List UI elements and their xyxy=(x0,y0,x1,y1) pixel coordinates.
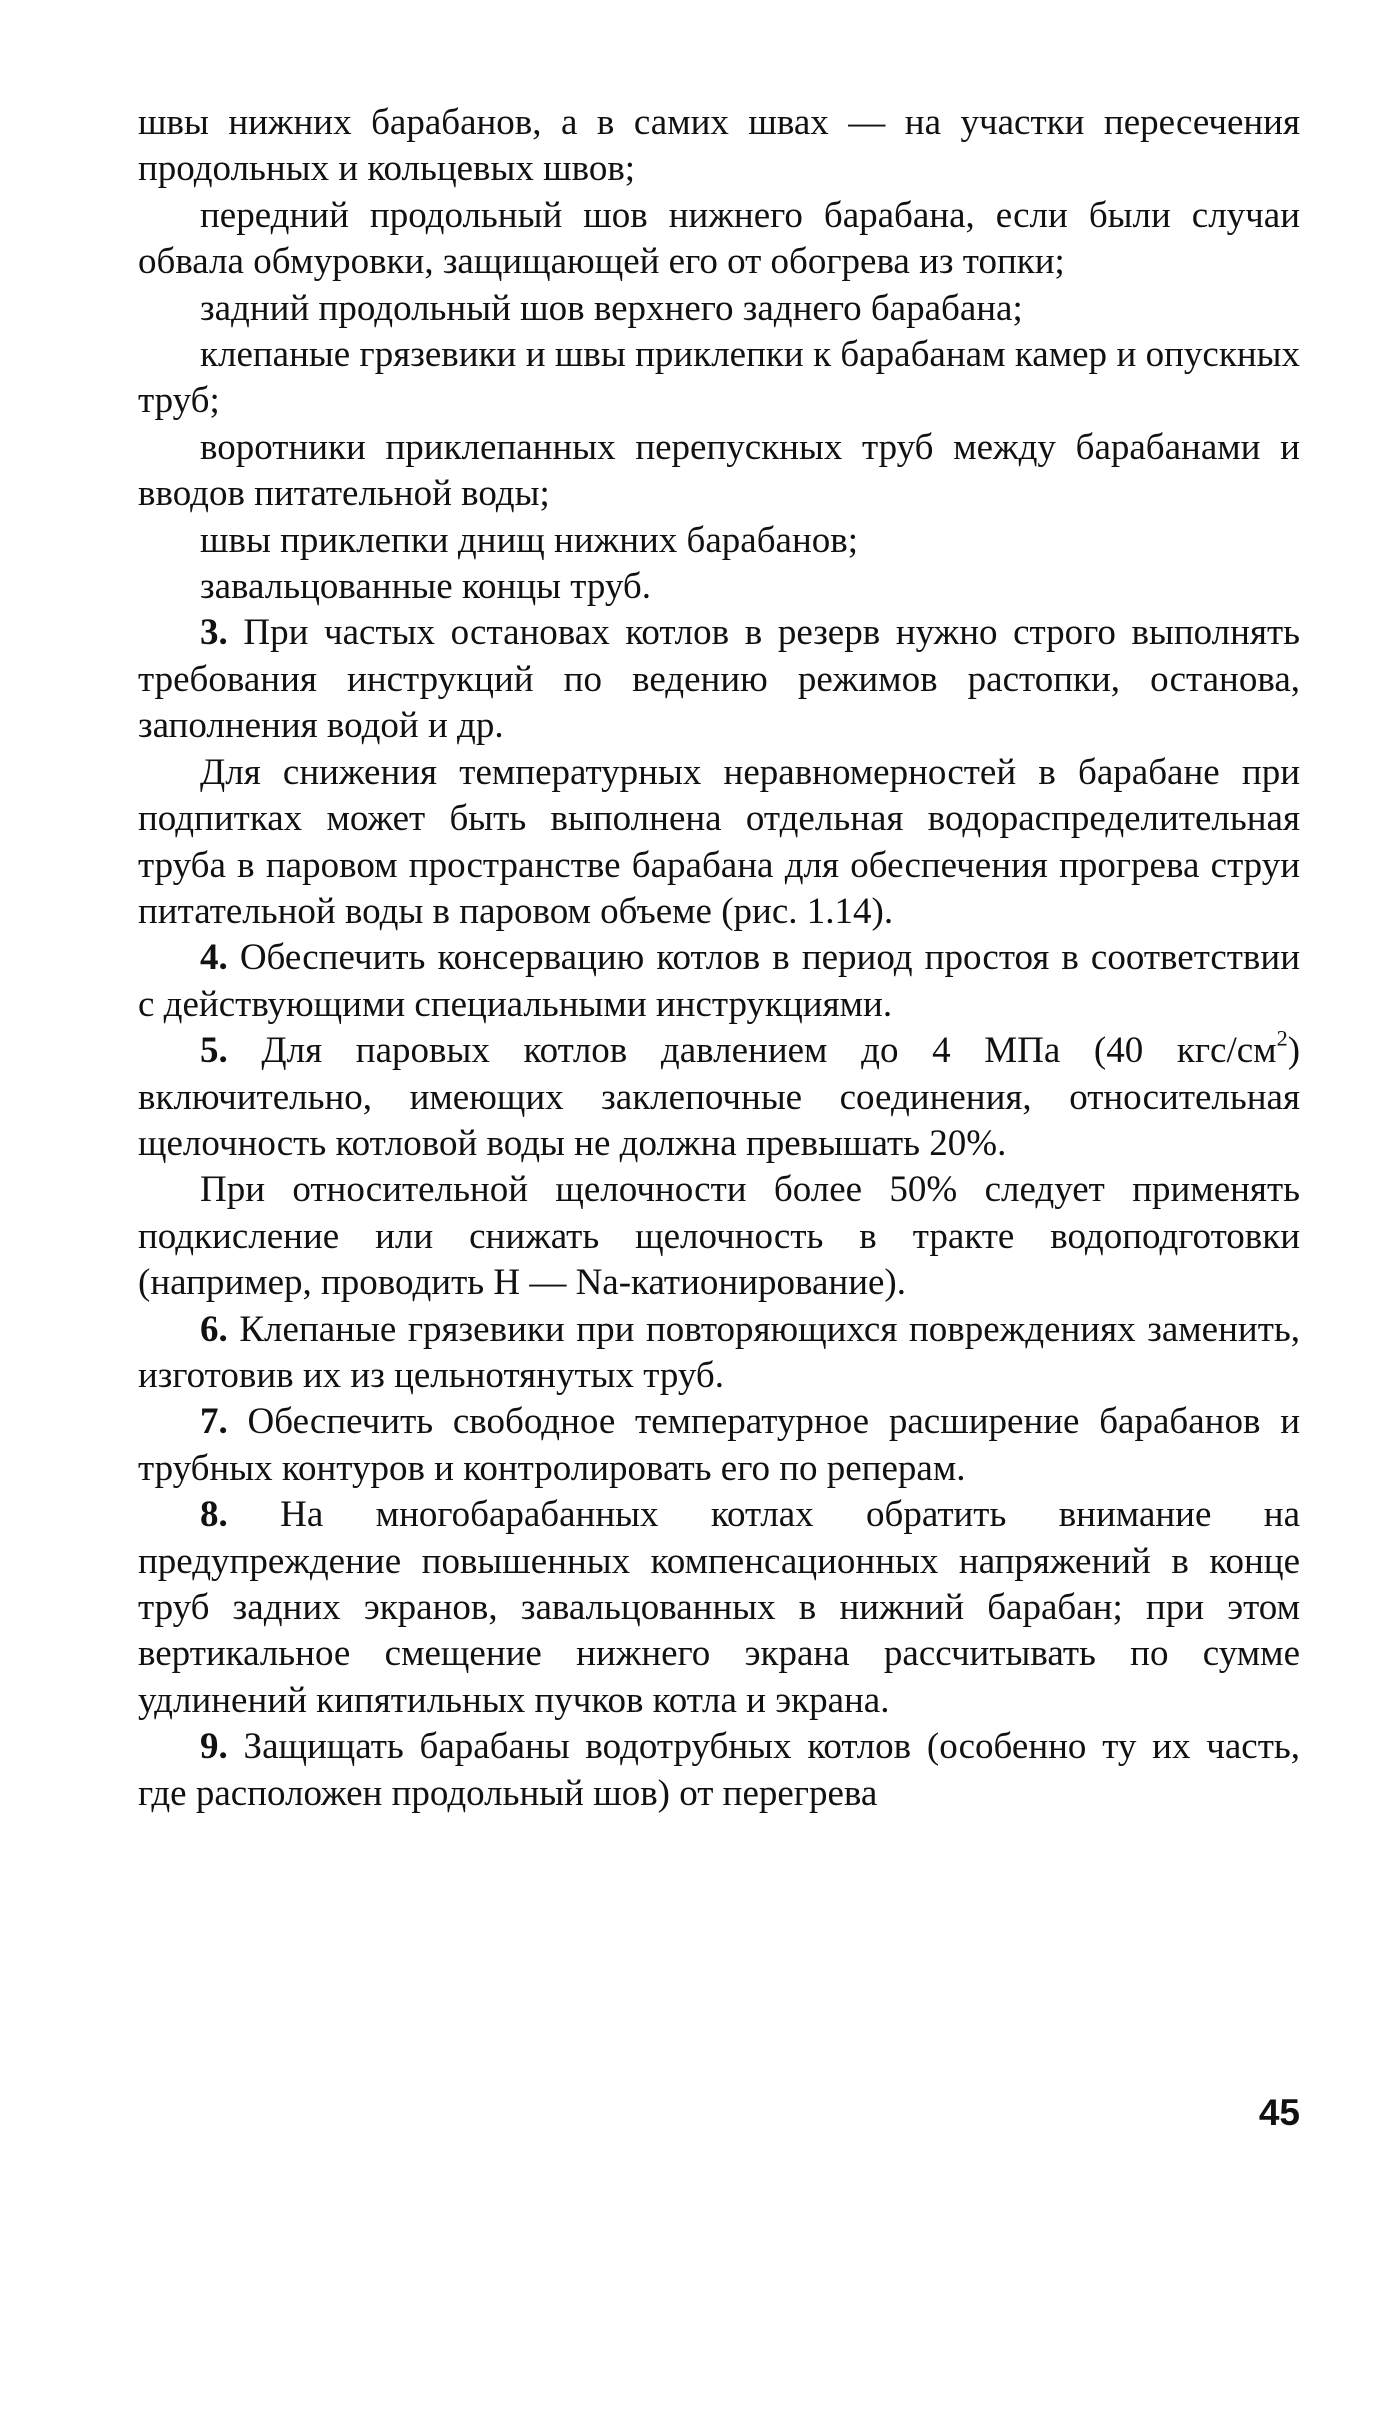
paragraph-9: Для снижения температурных неравномерностей в барабане при подпитках может быть выполнена отдельная водораспределительная труба в паровом пространстве барабана для обеспечения прогрева струи питательной воды в паровом объеме (рис. 1.14). xyxy=(138,751,1300,932)
item-number: 9. xyxy=(200,1726,228,1768)
item-5: 5. Для паровых котлов давлением до 4 МПа (40 кгс/$см^2$) включительно, имеющих заклепочные соединения, относительная щелочность котловой воды не должна превышать 20%. xyxy=(138,1025,1301,1164)
item-3: 3. При частых остановах котлов в резерв нужно строго выполнять требования инструкций по ведению режимов растопки, останова, заполнения водой и др. xyxy=(138,612,1301,747)
paragraph-3: задний продольный шов верхнего заднего барабана; xyxy=(200,287,1023,329)
item-number: 7. xyxy=(200,1401,228,1443)
page-body xyxy=(138,100,1300,1817)
item-number: 5. xyxy=(200,1030,228,1072)
item-6: 6. Клепаные грязевики при повторяющихся повреждениях заменить, изготовив их из цельнотянутых труб. xyxy=(138,1308,1300,1396)
paragraph-5: воротники приклепанных перепускных труб между барабанами и вводов питательной воды; xyxy=(138,426,1300,515)
item-number: 4. xyxy=(200,937,228,979)
item-8: 8. На многобарабанных котлах обратить внимание на предупреждение повышенных компенсационных напряжений в конце труб задних экранов, завальцованных в нижний барабан; при этом вертикальное смещение нижнего экрана рассчитывать по сумме удлинений кипятильных пучков котла и экрана. xyxy=(138,1494,1300,1721)
item-7: 7. Обеспечить свободное температурное расширение барабанов и трубных контуров и контролировать его по реперам. xyxy=(138,1401,1300,1489)
item-number: 3. xyxy=(200,612,228,654)
paragraph-1: швы нижних барабанов, а в самих швах — на участки пересечения продольных и кольцевых швов; xyxy=(138,102,1300,190)
paragraph-12: При относительной щелочности более 50% следует применять подкисление или снижать щелочность в тракте водоподготовки (например, проводить Н — Na-катионирование). xyxy=(138,1169,1300,1304)
superscript: 2 xyxy=(1276,1025,1288,1051)
item-4: 4. Обеспечить консервацию котлов в период простоя в соответствии с действующими специальными инструкциями. xyxy=(138,937,1301,1025)
paragraph-6: швы приклепки днищ нижних барабанов; xyxy=(200,519,859,561)
paragraph-4: клепаные грязевики и швы приклепки к барабанам камер и опускных труб; xyxy=(138,334,1300,422)
item-number: 6. xyxy=(200,1308,228,1350)
paragraph-2: передний продольный шов нижнего барабана, если были случаи обвала обмуровки, защищающей его от обогрева из топки; xyxy=(138,194,1300,283)
item-number: 8. xyxy=(200,1494,228,1536)
page-number: 45 xyxy=(1258,2092,1300,2133)
paragraph-7: завальцованные концы труб. xyxy=(200,566,651,608)
item-9: 9. Защищать барабаны водотрубных котлов (особенно ту их часть, где расположен продольный шов) от перегрева xyxy=(138,1726,1300,1814)
